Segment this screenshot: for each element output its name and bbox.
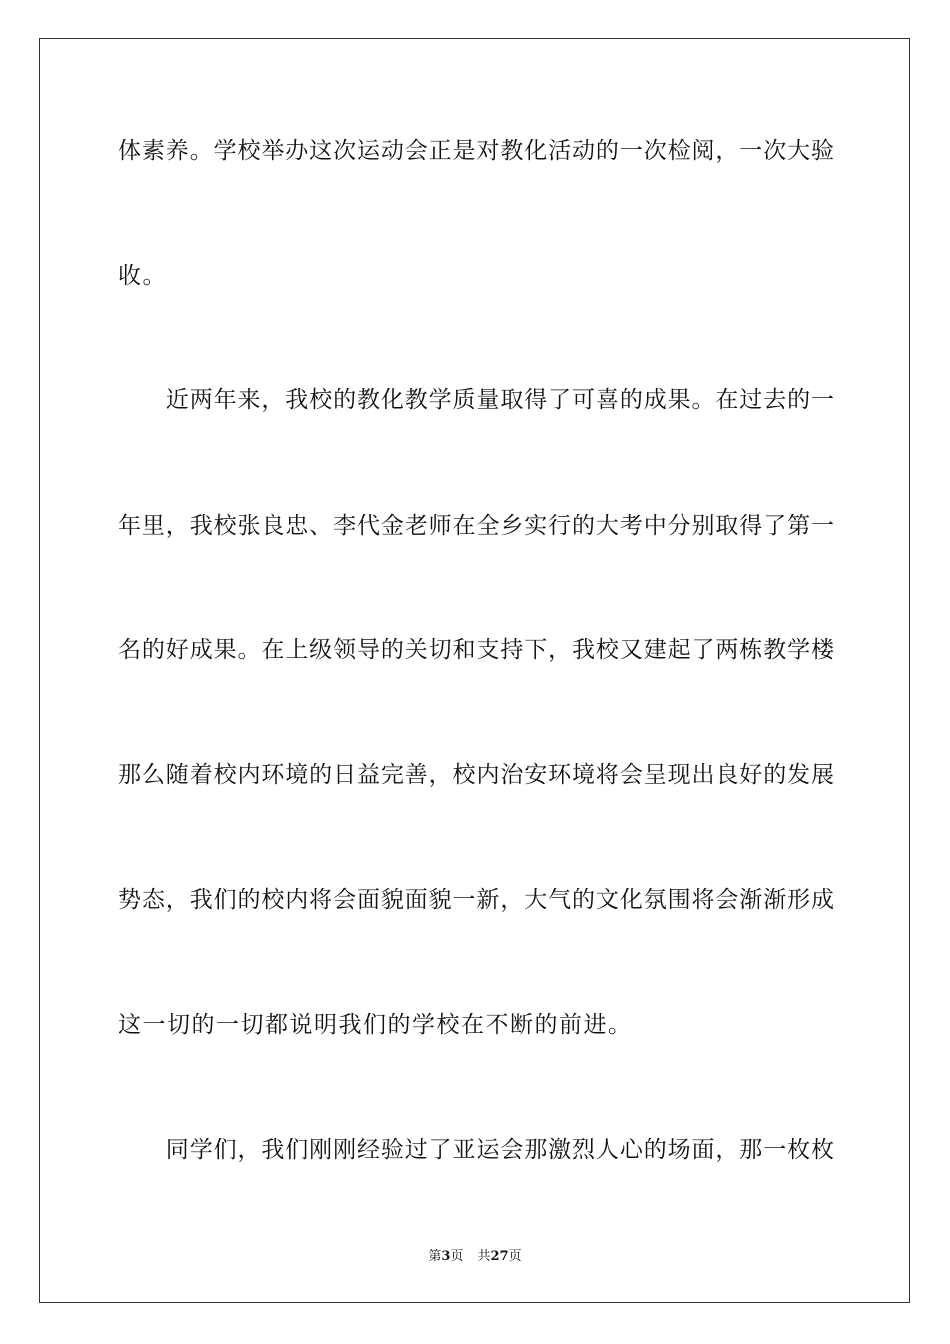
page-border	[39, 38, 910, 1303]
total-pages: 27	[490, 1249, 509, 1264]
total-prefix: 共	[477, 1249, 491, 1264]
total-suffix: 页	[508, 1249, 522, 1264]
text-line: 同学们，我们刚刚经验过了亚运会那激烈人心的场面，那一枚枚	[118, 1137, 834, 1163]
page-footer	[0, 1248, 950, 1266]
page-number: 3	[441, 1249, 451, 1264]
text-line: 那么随着校内环境的日益完善，校内治安环境将会呈现出良好的发展	[118, 762, 834, 788]
page-suffix: 页	[450, 1249, 464, 1264]
text-line: 收。	[118, 263, 167, 289]
text-line: 名的好成果。在上级领导的关切和支持下，我校又建起了两栋教学楼	[118, 637, 834, 663]
text-line: 年里，我校张良忠、李代金老师在全乡实行的大考中分别取得了第一	[118, 513, 834, 539]
text-line: 体素养。学校举办这次运动会正是对教化活动的一次检阅，一次大验	[118, 138, 834, 164]
page-prefix: 第	[428, 1249, 442, 1264]
text-line: 这一切的一切都说明我们的学校在不断的前进。	[118, 1012, 633, 1038]
text-line: 近两年来，我校的教化教学质量取得了可喜的成果。在过去的一	[118, 387, 834, 413]
text-line: 势态，我们的校内将会面貌面貌一新，大气的文化氛围将会渐渐形成	[118, 887, 834, 913]
